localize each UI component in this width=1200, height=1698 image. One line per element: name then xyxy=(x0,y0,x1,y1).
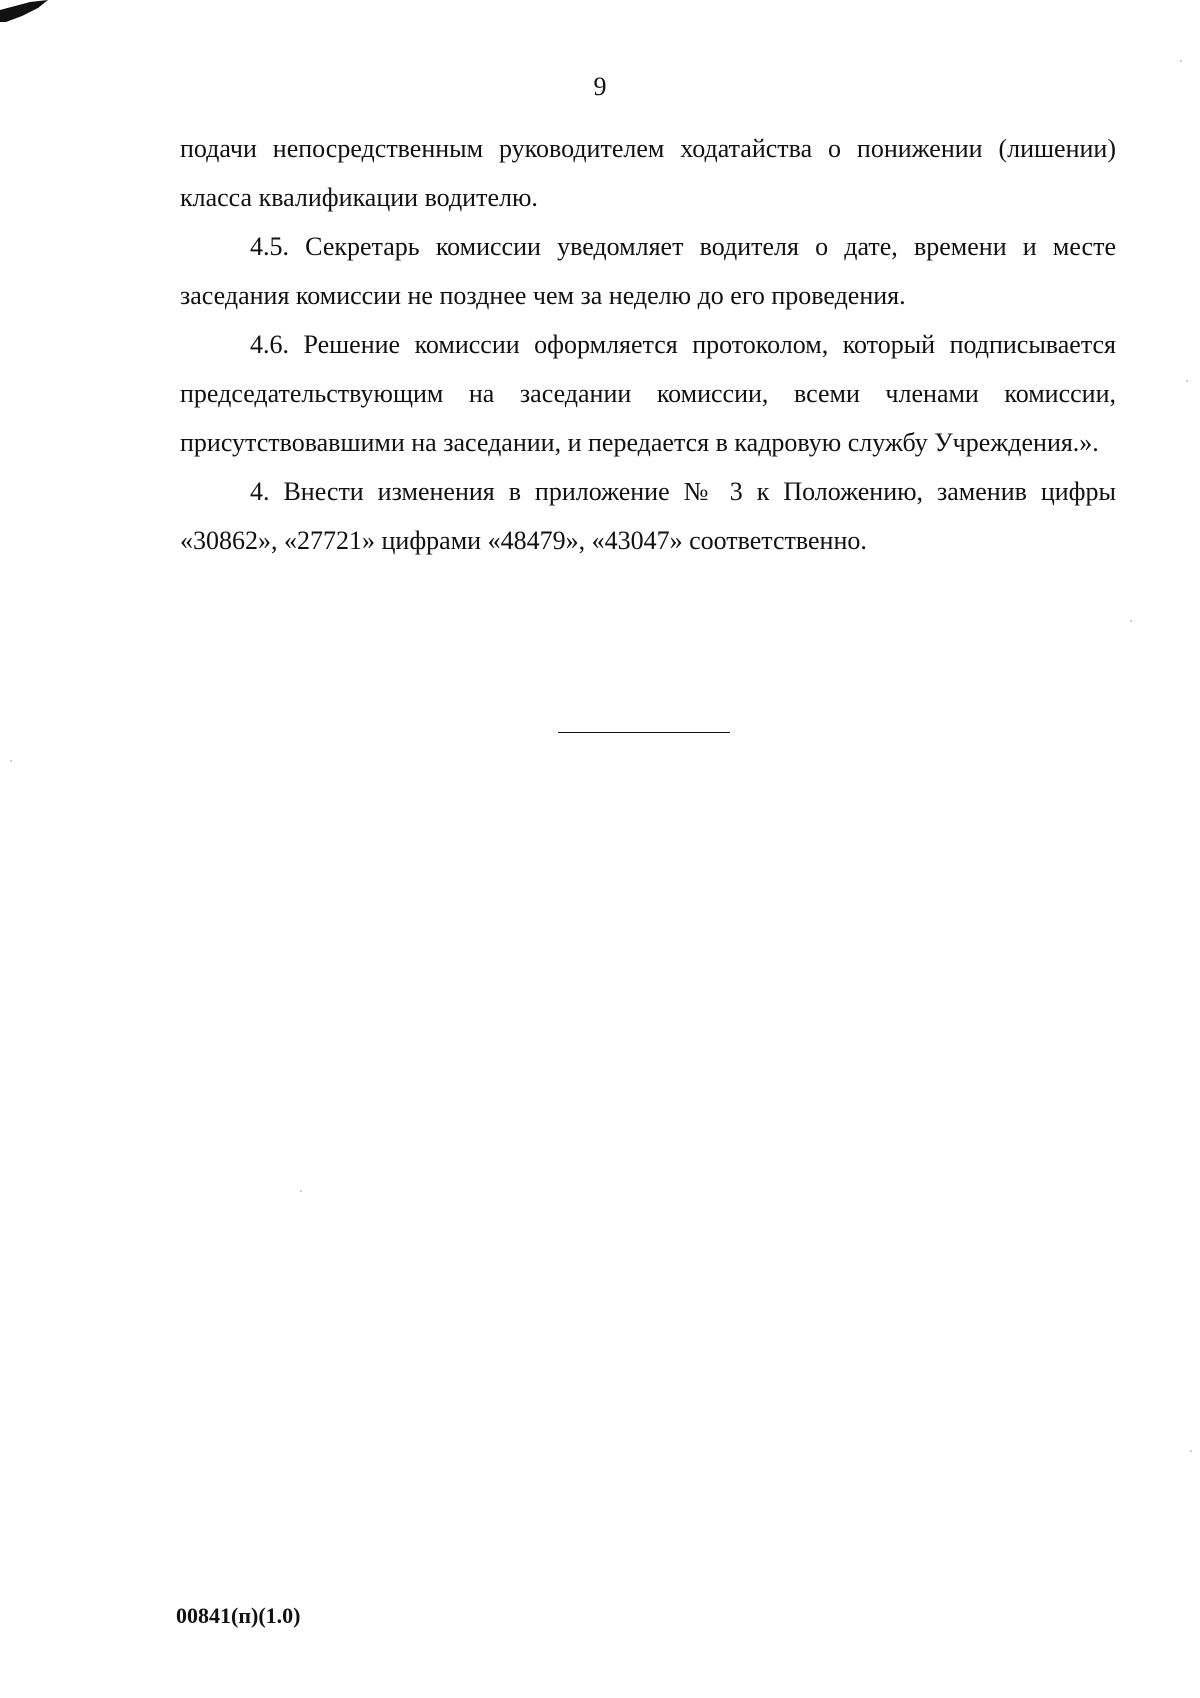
scan-corner-mark xyxy=(0,0,52,24)
paragraph-4-6: 4.6. Решение комиссии оформляется протоколом, который подписывается председательствующим на заседании комиссии, всеми членами комиссии, присутствовавшими на заседании, и передается в кадровую службу Учреждения.». xyxy=(180,330,1116,457)
end-separator-line xyxy=(558,732,730,733)
scan-speck xyxy=(1180,60,1182,62)
scan-speck xyxy=(1186,380,1188,382)
document-body xyxy=(180,124,1116,565)
document-code: 00841(п)(1.0) xyxy=(176,1603,301,1628)
scan-speck xyxy=(1190,1450,1192,1452)
paragraph-4-5: 4.5. Секретарь комиссии уведомляет водителя о дате, времени и месте заседания комиссии не позднее чем за неделю до его проведения. xyxy=(180,232,1116,310)
page-number: 9 xyxy=(593,72,607,101)
scan-speck xyxy=(1130,620,1132,622)
scan-speck xyxy=(10,760,12,762)
scan-speck xyxy=(300,1190,302,1192)
paragraph-item-4: 4. Внести изменения в приложение № 3 к Положению, заменив цифры «30862», «27721» цифрами «48479», «43047» соответственно. xyxy=(180,477,1116,555)
paragraph-continuation: подачи непосредственным руководителем ходатайства о понижении (лишении) класса квалификации водителю. xyxy=(180,134,1116,212)
